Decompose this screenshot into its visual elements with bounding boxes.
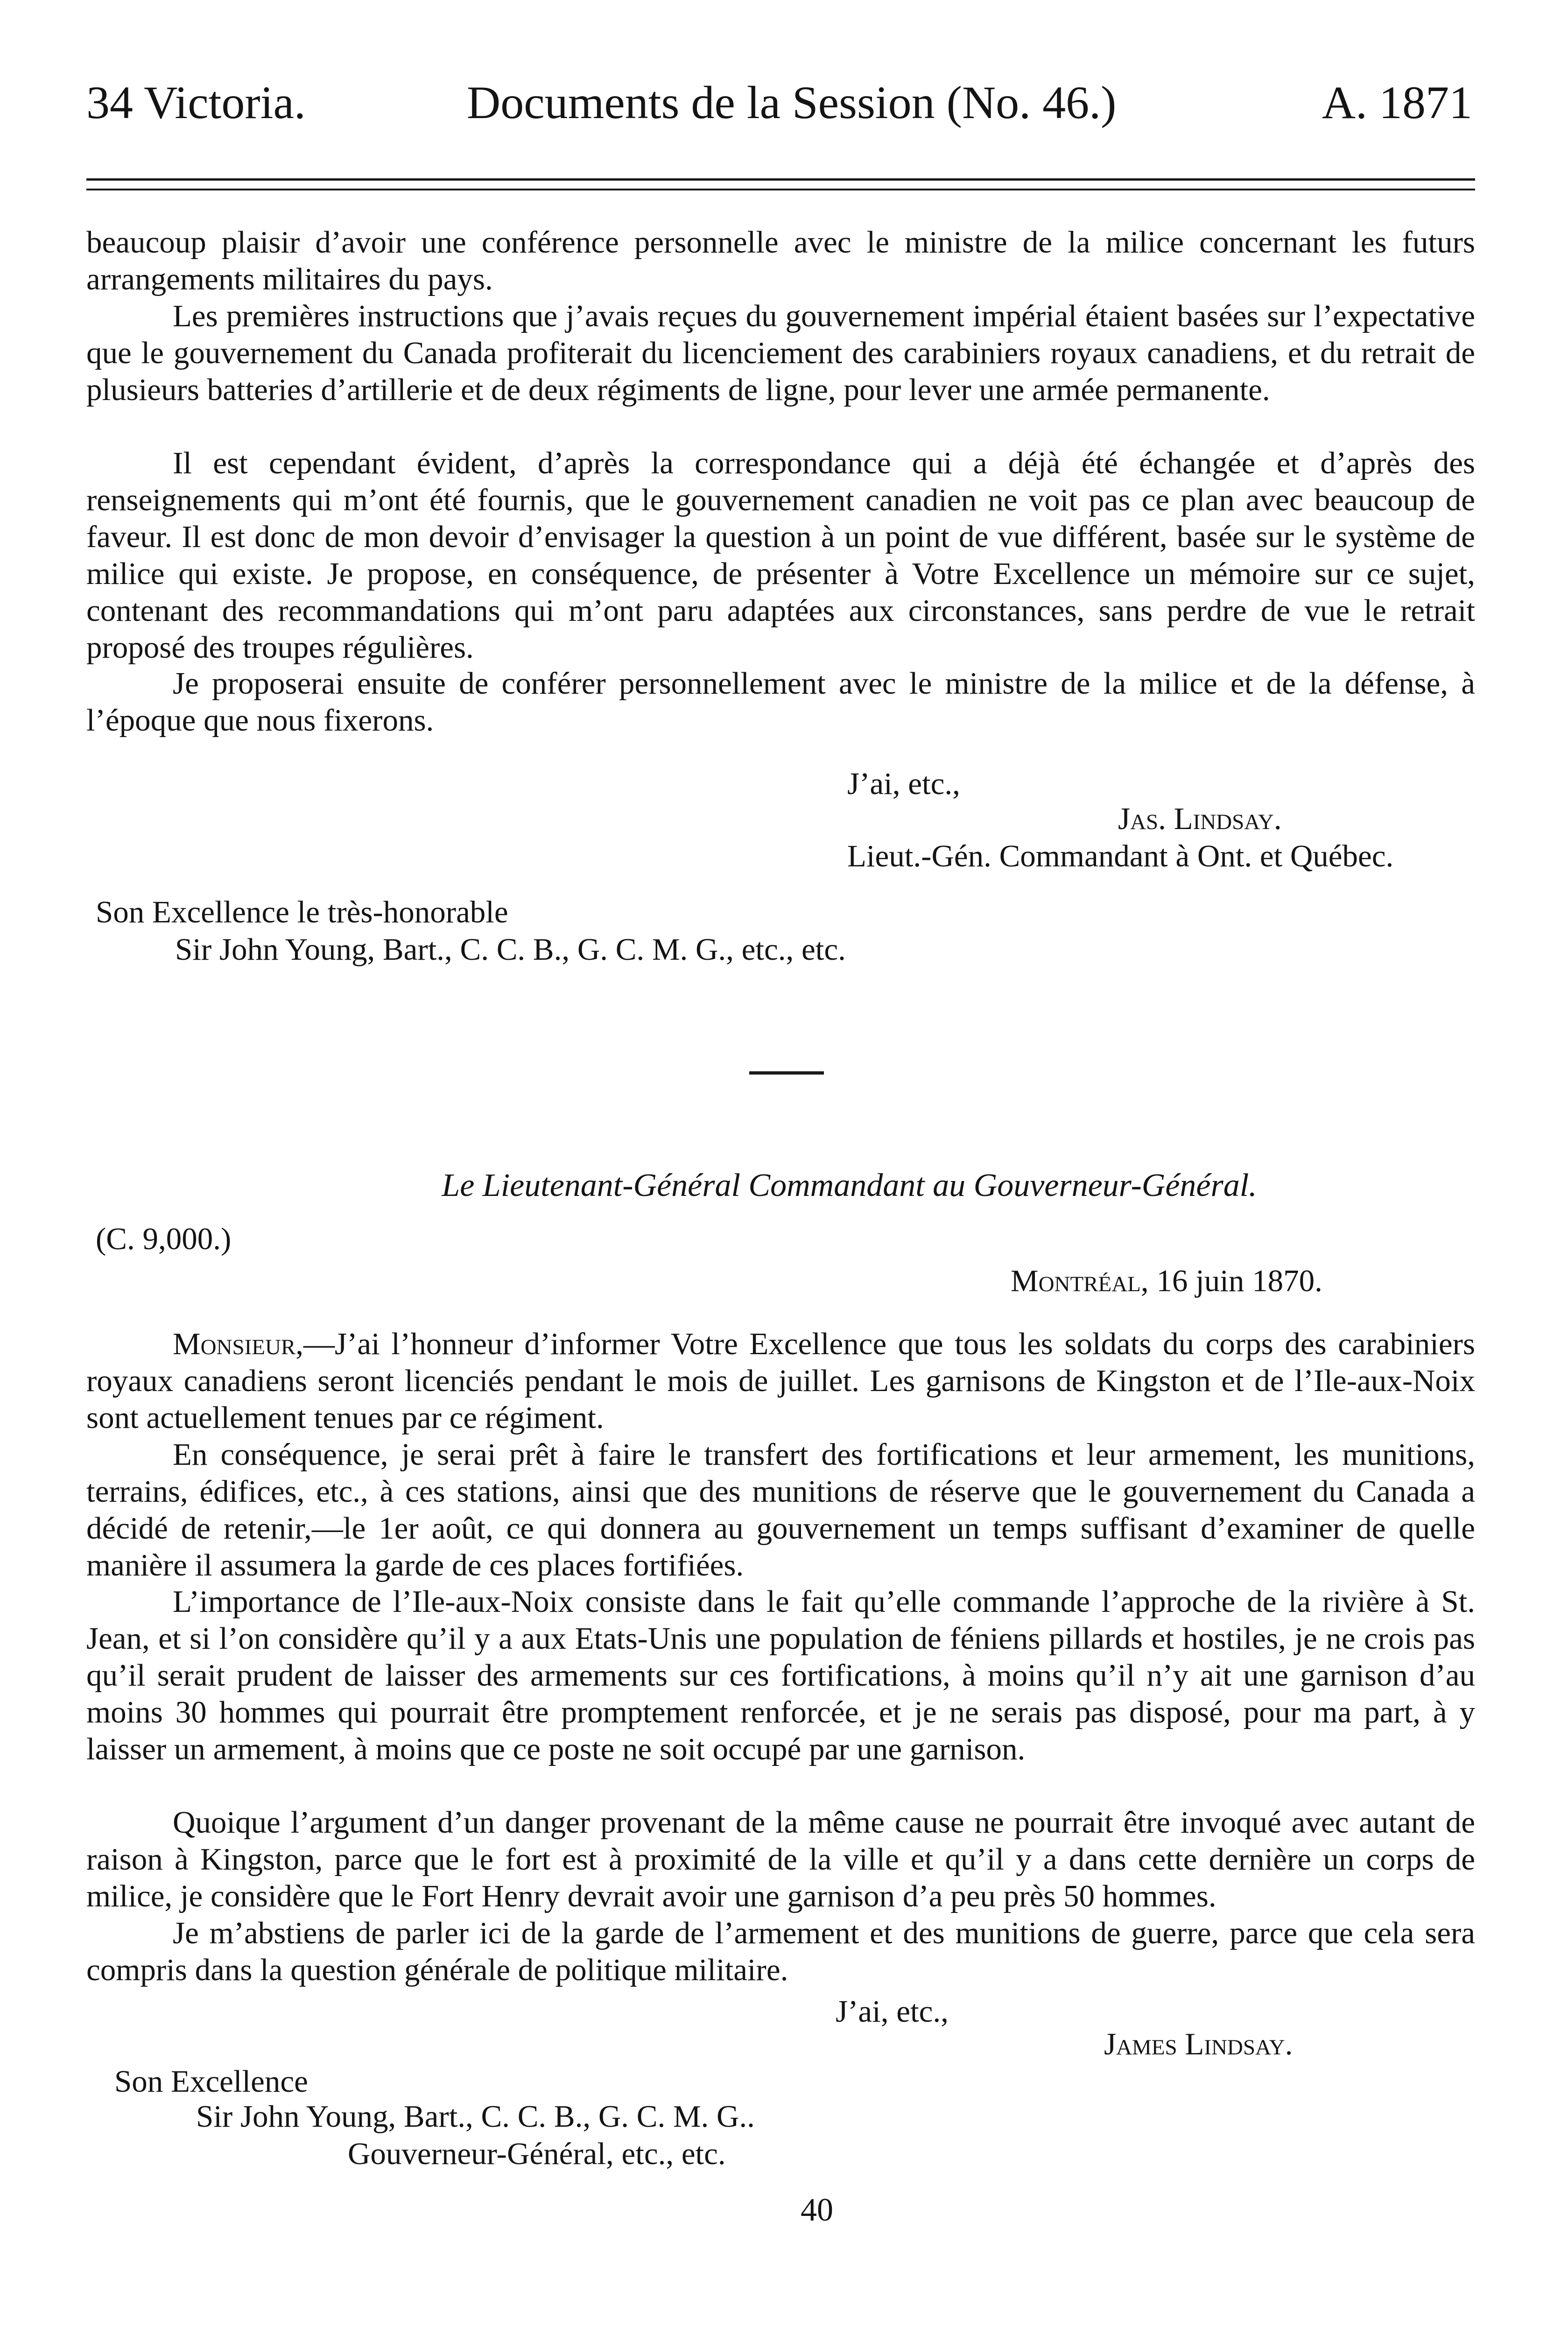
letter1-paragraph-4: Je proposerai ensuite de conférer personnellement avec le ministre de la milice et de la défense, à l’époque que nous fixerons. [86, 666, 1475, 738]
page-number: 40 [801, 2192, 833, 2228]
letter1-signature-title: Lieut.-Gén. Commandant à Ont. et Québec. [847, 839, 1394, 873]
letter2-closing: J’ai, etc., [836, 1994, 949, 2029]
letter2-paragraph-1 [86, 1326, 1475, 1436]
letter1-paragraph-2: Les premières instructions que j’avais reçues du gouvernement impérial étaient basées sur l’expectative que le gouvernement du Canada profiterait du licenciement des carabiniers royaux canadiens, et du retrait de plusieurs batteries d’artillerie et de deux régiments de ligne, pour lever une armée permanente. [86, 299, 1475, 407]
section-separator [749, 1071, 824, 1075]
letter2-paragraph-5: Je m’abstiens de parler ici de la garde de l’armement et des munitions de guerre, parce que cela sera compris dans la question générale de politique militaire. [86, 1916, 1475, 1987]
letter2-signature: James Lindsay. [1104, 2027, 1293, 2061]
header-title: Documents de la Session (No. 46.) [467, 77, 1117, 128]
letter2-paragraph-1-text: —J’ai l’honneur d’informer Votre Excellence que tous les soldats du corps des carabiniers royaux canadiens seront licenciés pendant le mois de juillet. Les garnisons de Kingston et de l’Ile-aux-Noix sont actuellement tenues par ce régiment. [86, 1327, 1475, 1435]
letter2-paragraph-4: Quoique l’argument d’un danger provenant de la même cause ne pourrait être invoqué avec autant de raison à Kingston, parce que le fort est à proximité de la ville et qu’il y a dans cette dernière un corps de milice, je considère que le Fort Henry devrait avoir une garnison d’a peu près 50 hommes. [86, 1805, 1475, 1913]
letter2-title: Le Lieutenant-Général Commandant au Gouverneur-Général. [442, 1167, 1257, 1203]
letter2-addressee: Son Excellence [114, 2064, 308, 2099]
header-year: A. 1871 [1322, 77, 1472, 128]
header-rule-double [86, 189, 1475, 190]
header-session: 34 Victoria. [86, 77, 306, 128]
letter2-addressee-name: Sir John Young, Bart., C. C. B., G. C. M. G.. [196, 2099, 755, 2134]
letter1-closing: J’ai, etc., [847, 766, 960, 801]
letter2-date: 16 juin 1870. [1156, 1264, 1322, 1298]
letter1-addressee-name: Sir John Young, Bart., C. C. B., G. C. M. G., etc., etc. [175, 932, 846, 967]
letter1-paragraph-3: Il est cependant évident, d’après la correspondance qui a déjà été échangée et d’après des renseignements qui m’ont été fournis, que le gouvernement canadien ne voit pas ce plan avec beaucoup de faveur. Il est donc de mon devoir d’envisager la question à un point de vue différent, basée sur le système de milice qui existe. Je propose, en conséquence, de présenter à Votre Excellence un mémoire sur ce sujet, contenant des recommandations qui m’ont paru adaptées aux circonstances, sans perdre de vue le retrait proposé des troupes régulières. [86, 446, 1475, 665]
letter2-reference: (C. 9,000.) [96, 1222, 232, 1256]
letter2-addressee-title: Gouverneur-Général, etc., etc. [348, 2137, 726, 2171]
letter1-signature: Jas. Lindsay. [1118, 801, 1282, 836]
letter1-paragraph-1: beaucoup plaisir d’avoir une conférence personnelle avec le ministre de la milice concernant les futurs arrangements militaires du pays. [86, 225, 1475, 296]
header-rule [86, 178, 1475, 181]
letter2-salutation: Monsieur, [173, 1327, 303, 1361]
letter2-paragraph-3: L’importance de l’Ile-aux-Noix consiste dans le fait qu’elle commande l’approche de la rivière à St. Jean, et si l’on considère qu’il y a aux Etats-Unis une population de féniens pillards et hostiles, je ne crois pas qu’il serait prudent de laisser des armements sur ces fortifications, à moins qu’il n’y ait une garnison d’au moins 30 hommes qui pourrait être promptement renforcée, et je ne serais pas disposé, pour ma part, à y laisser un armement, à moins que ce poste ne soit occupé par une garnison. [86, 1584, 1475, 1766]
letter2-dateline [1011, 1263, 1322, 1300]
letter1-addressee: Son Excellence le très-honorable [96, 895, 508, 929]
letter2-place: Montréal, [1011, 1264, 1149, 1298]
letter2-paragraph-2: En conséquence, je serai prêt à faire le transfert des fortifications et leur armement, les munitions, terrains, édifices, etc., à ces stations, ainsi que des munitions de réserve que le gouvernement du Canada a décidé de retenir,—le 1er août, ce qui donnera au gouvernement un temps suffisant d’examiner de quelle manière il assumera la garde de ces places fortifiées. [86, 1437, 1475, 1582]
